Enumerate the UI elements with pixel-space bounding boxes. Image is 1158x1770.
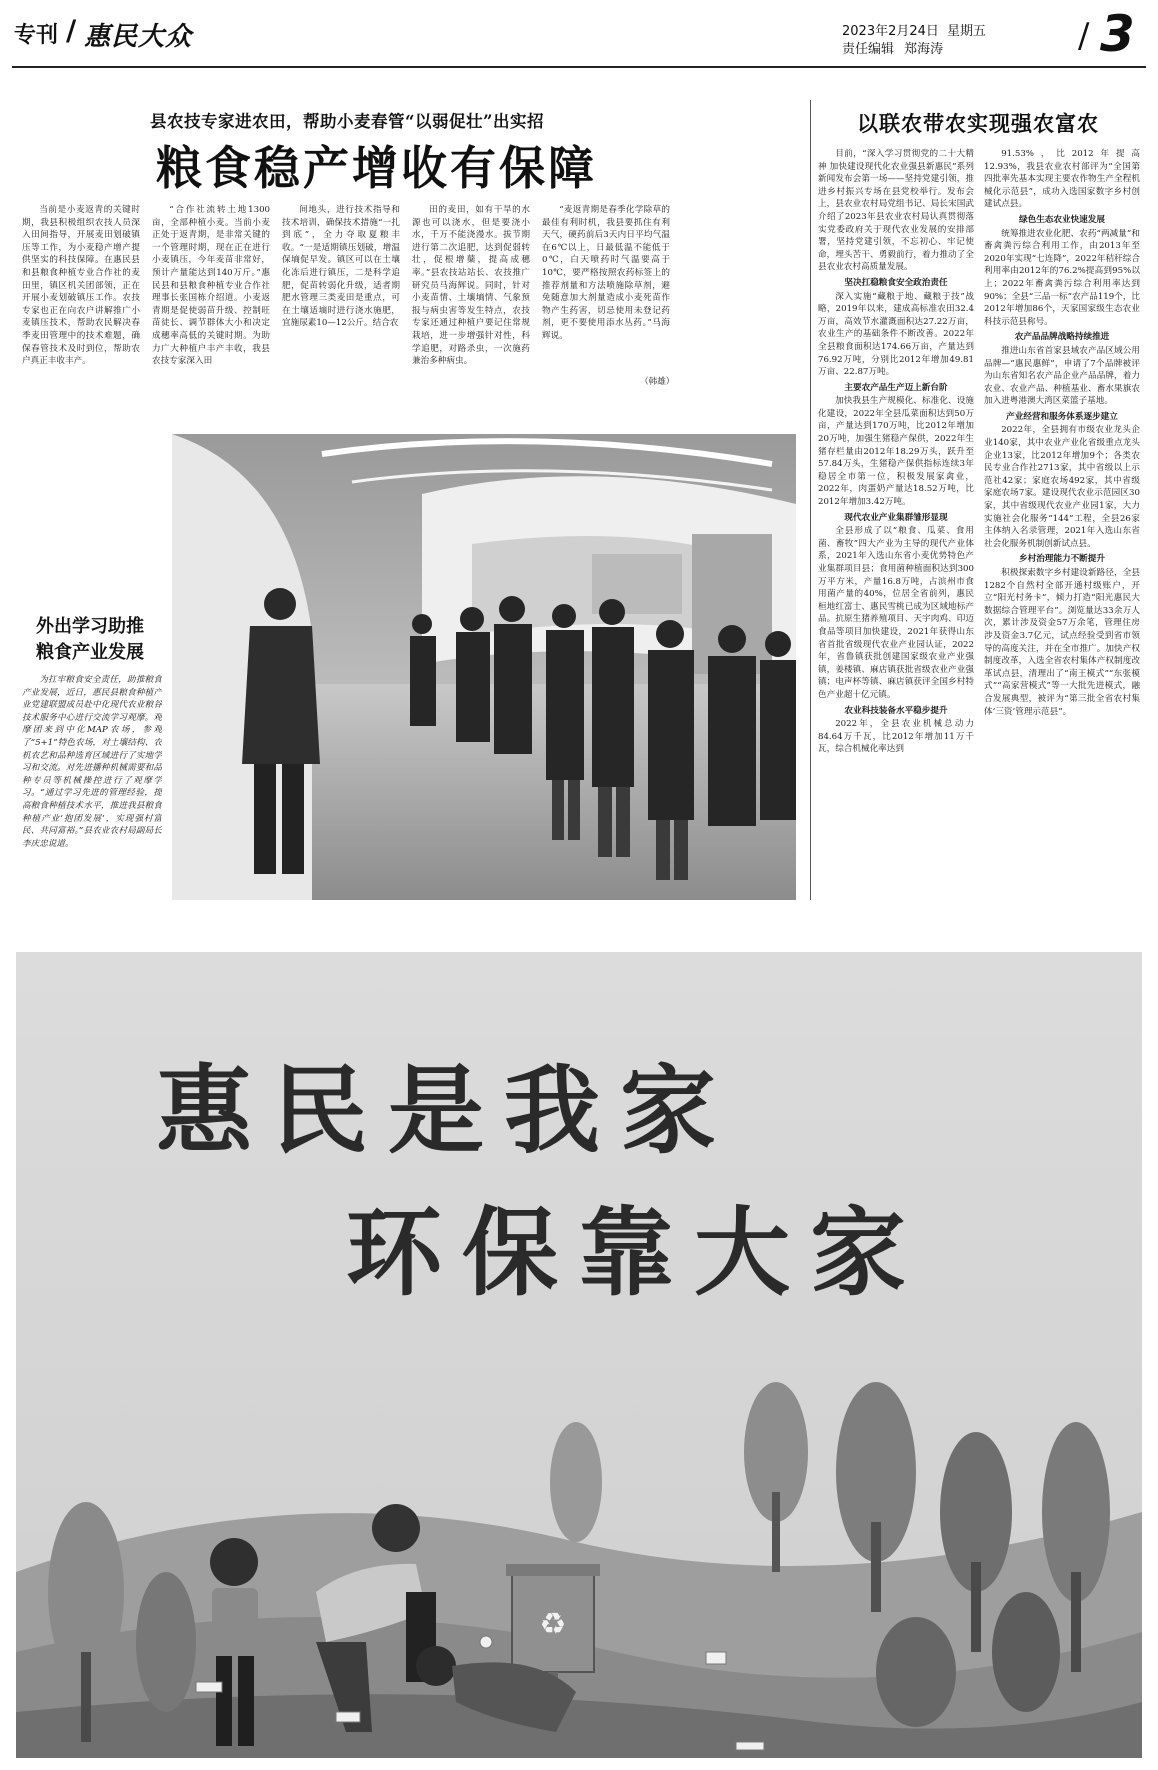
header-page-slash: / bbox=[1078, 16, 1090, 56]
right-col-2-sub2: 农产品品牌战略持续推进 bbox=[1014, 332, 1110, 343]
environment-poster bbox=[16, 952, 1142, 1758]
right-col-1-para-e: 2022年，全县农业机械总动力84.64万千瓦，比2012年增加11万千瓦，综合机械化率达到 bbox=[818, 719, 974, 755]
main-kicker: 县农技专家进农田，帮助小麦春管“以弱促壮”出实招 bbox=[150, 112, 544, 131]
main-col-4-text: 田的麦田，如有干旱的水源也可以浇水，但是要浇小水，千万不能浇漫水。拔节期进行第二次追肥，达到促弱转壮，促根增蘖，提高成穗率。”县农技站站长、农技推广研究员马海辉说。同时，针对小麦苗情、土壤墒情、气象预报与病虫害等发生特点，农技专家还通过种植户要记住常规栽培，进一步增强针对性，科学追肥，对路杀虫，一次施药兼治多种病虫。 bbox=[412, 205, 530, 367]
right-col-2-para-c: 推进山东省首家县域农产品区域公用品牌—“惠民惠鲜”，申请了7个品牌被评为山东省知名农产品企业产品品牌，着力农业、农业产品、种植基业、畜水果旗农加入进粤港澳大湾区菜篮子基地。 bbox=[984, 345, 1140, 407]
right-col-2-para-a: 91.53%，比2012年提高12.93%，我县农业农村部评为“全国第四批率先基本实现主要农作物生产全程机械化示范县”，成功入选国家数字乡村创建试点县。 bbox=[984, 149, 1140, 210]
header-slash: / bbox=[66, 14, 77, 47]
main-headline: 粮食稳产增收有保障 bbox=[156, 141, 597, 195]
side-body-text: 为扛牢粮食安全责任，助推粮食产业发展，近日，惠民县粮食种植产业党建联盟成员赴中化现代农业粮谷技术服务中心进行交流学习观摩。观摩团来到中化MAP农场，参观了“5+1”特色农场，对土壤结构、农机农艺和品种选育区域进行了实地学习和交流。对先进播种机械需要和品种专员等机械操控进行了观摩学习。“通过学习先进的管理经验，提高粮食种植技术水平，推进我县粮食种植产业‘抱团发展’，实现强村富民、共同富裕。”县农业农村局副局长李庆忠说道。 bbox=[22, 675, 162, 849]
right-col-2-para-d: 2022年，全县拥有市级农业龙头企业140家，其中农业产业化省级重点龙头企业13家，比2012年增加9个；各类农民专业合作社2713家，其中省级以上示范社42家；家庭农场492家，其中省级家庭农场7家。建设现代农业示范园区30家，其中省级现代农业产业园1家，大力实施社会化服务“144”工程，全县26家主体纳入名录管理，2021年入选山东省社会化服务机制创新试点县。 bbox=[984, 425, 1140, 549]
right-col-2-para-b: 统筹推进农业化肥、农药“两减量”和畜禽粪污综合利用工作，由2013年至2020年实现“七连降”，2022年秸秆综合利用率由2012年的76.2%提高到95%以上；2022年畜禽粪污综合利用率达到90%；全县“三品一标”农产品119个，比2012年增加86个，天家国家级生态农业科技示范县称号。 bbox=[984, 228, 1140, 327]
right-col-1-para-b: 深入实施“藏粮于地、藏粮于技”战略，2019年以来，建成高标准农田32.4万亩，高效节水灌溉面积达27.22万亩，农业生产的基础条件不断改善。2022年全县粮食面积达174.66万亩，产量达到76.92万吨，分别比2012年增加49.81万亩、22.87万吨。 bbox=[818, 291, 974, 378]
right-col-2-sub4: 乡村治理能力不断提升 bbox=[1019, 554, 1105, 565]
exhibition-photo-art bbox=[172, 434, 796, 900]
header-page-number: 3 bbox=[1100, 5, 1135, 63]
header-editor-label: 责任编辑 bbox=[842, 42, 895, 57]
main-col-4 bbox=[412, 204, 530, 394]
main-col-2-text: “合作社流转土地1300亩，全部种植小麦。当前小麦正处于返青期，是非常关键的一个管理时期，现在正在进行小麦镇压，今年麦苗非常好，预计产量能达到140万斤。”惠民县和县粮食种植专业合作社理事长张国栋介绍道。小麦返青期是促使弱苗升级、控制旺苗徒长、调节群体大小和决定成穗率高低的关键时期。为助力广大种植户丰产丰收，我县农技专家深入田 bbox=[152, 205, 270, 367]
poster-scene bbox=[16, 952, 1142, 1758]
poster-line-2: 环保靠大家 bbox=[346, 1196, 926, 1309]
header-date: 2023年2月24日 bbox=[842, 24, 939, 39]
exhibition-photo bbox=[172, 434, 796, 900]
main-col-3-text: 间地头，进行技术指导和技术培训，确保技术措施“一扎到底”，全力夺取夏粮丰收。“一是适期镇压划破，增温保墒促早发。镇区可以在土壤化冻后进行镇压，二是科学追肥，促苗转弱化升级，适者期肥水管理三类麦田是重点，可在土壤适墒时进行浇水施肥，宜施尿素10—12公斤。结合农 bbox=[282, 205, 400, 329]
side-headline-2: 粮食产业发展 bbox=[36, 642, 144, 663]
header-rule bbox=[12, 66, 1146, 68]
right-col-1-para-d: 全县形成了以“粮食、瓜菜、食用菌、畜牧”四大产业为主导的现代产业体系，2021年入选山东省小麦优势特色产业集群项目县；食用菌种植面积达到300万平方米，产量16.8万吨，占滨州市食用菌产量的40%，位居全省前列，惠民桓地红富士、惠民雪桃已成为区域地标产品。抗原生猪养殖项目、天宇肉鸡、印迈食品等项目加快建设，2021年获得山东省首批省级现代农业产业园认证，2022年，省鲁镇获批创建国家级农业产业强镇，姜楼镇、麻店镇获批省级农业产业强镇；电声杯等镇、麻店镇获评全国乡村特色产业超十亿元镇。 bbox=[818, 526, 974, 700]
main-col-2 bbox=[152, 204, 270, 394]
main-col-1-text: 当前是小麦返青的关键时期，我县积极组织农技人员深入田间指导，开展麦田划破镇压等工作，为小麦稳产增产提供坚实的科技保障。在惠民县和县粮食种植专业合作社的麦田里，镇区机关团部领，正在开展小麦划破镇压工作。农技专家也正在向农户讲解推广小麦镇压技术，帮助农民解决春季麦田管理中的技术难题，确保春管技术及时到位，帮助农户真正丰收丰产。 bbox=[22, 205, 140, 367]
right-headline: 以联农带农实现强农富农 bbox=[857, 111, 1099, 136]
right-col-1-sub1: 坚决扛稳粮食安全政治责任 bbox=[844, 277, 948, 288]
right-col-2-sub1: 绿色生态农业快速发展 bbox=[1019, 214, 1105, 225]
main-col-5 bbox=[542, 204, 670, 380]
main-byline: （韩雄） bbox=[640, 377, 675, 387]
main-col-3 bbox=[282, 204, 400, 394]
header-date-line bbox=[842, 20, 986, 39]
right-col-2-para-e: 积极探索数字乡村建设新路径，全县1282个自然村全部开通村级账户，开立“阳光村务卡”，倾力打造“阳光惠民大数据综合管理平台”。浏览量达33余万人次，累计涉及资金57万余笔，管理住房涉及资金3.7亿元，试点经验受到省市领导的高度关注，并在全市推广。加快产权制度改革，入选全省农村集体产权制度改革试点县，清理出了“南王模式”“东张模式”“高家营模式”等一大批先进模式，融合发展典型，被评为“第三批全省农村集体‘三资’管理示范县”。 bbox=[984, 568, 1140, 717]
poster-line-1: 惠民是我家 bbox=[156, 1054, 736, 1167]
svg-text:♻: ♻ bbox=[539, 1607, 567, 1642]
right-col-2 bbox=[984, 148, 1140, 900]
header-editor-name: 郑海涛 bbox=[904, 42, 944, 57]
right-col-1-sub2: 主要农产品生产迈上新台阶 bbox=[844, 382, 948, 393]
header-brand: 惠民大众 bbox=[84, 22, 193, 52]
column-divider bbox=[810, 100, 811, 900]
header-weekday: 星期五 bbox=[947, 24, 987, 39]
right-col-2-sub3: 产业经营和服务体系逐步建立 bbox=[1006, 411, 1118, 422]
side-body bbox=[22, 674, 162, 894]
side-headline-1: 外出学习助推 bbox=[36, 616, 144, 637]
right-col-1-intro: 目前，“深入学习贯彻党的二十大精神 加快建设现代化农业强县新惠民”系列新闻发布会第一场——坚持党建引领，推进乡村振兴专场在县党校举行。发布会上，县农业农村局党组书记、局长宋国武介绍了2023年县农业农村局认真贯彻落实党委政府关于现代农业发展的安排部署，坚持党建引领，不忘初心、牢记使命，埋头苦干、勇毅前行，着力推动了全县农业农村高质量发展。 bbox=[818, 149, 974, 273]
right-col-1-sub3: 现代农业产业集群雏形显现 bbox=[844, 512, 948, 523]
right-col-1-sub4: 农业科技装备水平稳步提升 bbox=[844, 705, 948, 716]
main-col-1 bbox=[22, 204, 140, 394]
right-col-1 bbox=[818, 148, 974, 900]
main-col-5-text: “麦返青期是春季化学除草的最佳有利时机，我县要抓住有利天气，硬药前后3天内日平均气温在6℃以上，日最低温不能低于0℃，白天喷药时气温要高于10℃，要严格按照农药标签上的推荐剂量和方法喷施除草剂，避免随意加大剂量造成小麦死苗作物产生药害，切忌使用未登记药剂，更不要使用添水丛药。”马海辉说。 bbox=[542, 205, 670, 341]
right-col-1-para-c: 加快我县生产规模化、标准化、设施化建设，2022年全县瓜菜面积达到50万亩，产量达到170万吨，比2012年增加20万吨，加强生猪稳产保供，2022年生猪存栏量由2012年18.29万头，跃升至57.84万头，生猪稳产保供指标连续3年稳居全市第一位，积极发展家禽业，2022年，肉蛋奶产量达18.52万吨，比2012年增加3.42万吨。 bbox=[818, 396, 974, 508]
header-section-label: 专刊 bbox=[14, 23, 59, 48]
header-editor-line bbox=[842, 38, 943, 57]
